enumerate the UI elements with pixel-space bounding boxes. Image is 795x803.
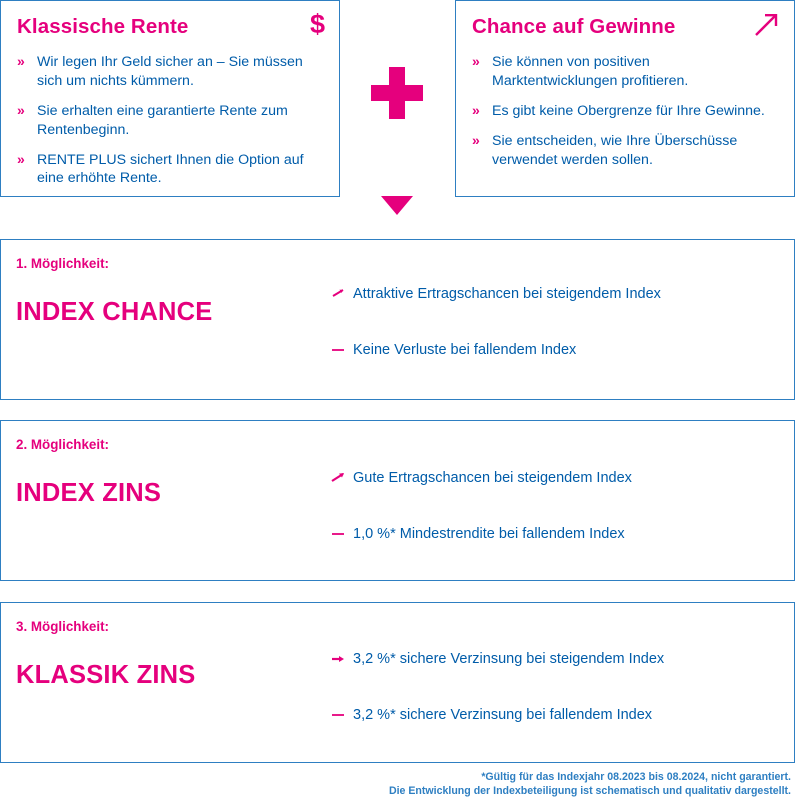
classic-pension-bullet-list bbox=[1, 39, 339, 188]
option-point-text: 3,2 %* sichere Verzinsung bei steigendem Index bbox=[353, 651, 665, 667]
list-item bbox=[17, 102, 323, 140]
arrow-right-icon bbox=[331, 651, 347, 667]
arrow-up-right-small-icon bbox=[331, 286, 347, 302]
option-point bbox=[331, 469, 781, 488]
option-point-text: Attraktive Ertragschancen bei steigendem Index bbox=[353, 286, 661, 302]
bullet-text: Sie entscheiden, wie Ihre Überschüsse verwendet werden sollen. bbox=[492, 132, 738, 168]
profit-chance-title: Chance auf Gewinne bbox=[472, 15, 676, 38]
double-chevron-icon: » bbox=[17, 53, 25, 69]
option-card-klassik-zins bbox=[0, 602, 795, 763]
list-item bbox=[17, 53, 323, 91]
list-item bbox=[472, 132, 778, 170]
option-point bbox=[331, 525, 781, 544]
plus-vertical-bar bbox=[389, 67, 405, 119]
classic-pension-box bbox=[0, 0, 340, 197]
dash-icon bbox=[331, 342, 347, 358]
dash-icon bbox=[331, 526, 347, 542]
option-kicker: 1. Möglichkeit: bbox=[16, 256, 110, 271]
list-item bbox=[472, 102, 778, 121]
double-chevron-icon: » bbox=[472, 53, 480, 69]
option-title: INDEX CHANCE bbox=[16, 298, 213, 326]
plus-sign bbox=[371, 67, 423, 119]
option-kicker: 2. Möglichkeit: bbox=[16, 437, 110, 452]
option-card-index-chance bbox=[0, 239, 795, 400]
down-arrow-icon bbox=[381, 196, 413, 216]
profit-chance-bullet-list bbox=[456, 39, 794, 169]
option-point bbox=[331, 650, 781, 669]
option-card-index-zins bbox=[0, 420, 795, 581]
bullet-text: RENTE PLUS sichert Ihnen die Option auf eine erhöhte Rente. bbox=[37, 151, 304, 187]
option-points bbox=[331, 650, 781, 725]
option-point-text: Gute Ertragschancen bei steigendem Index bbox=[353, 470, 632, 486]
option-points bbox=[331, 285, 781, 360]
profit-chance-box bbox=[455, 0, 795, 197]
bullet-text: Es gibt keine Obergrenze für Ihre Gewinne. bbox=[492, 102, 765, 119]
trend-up-arrow-icon bbox=[752, 11, 780, 39]
arrow-up-right-medium-icon bbox=[331, 470, 347, 486]
list-item bbox=[472, 53, 778, 91]
classic-pension-title: Klassische Rente bbox=[17, 15, 189, 38]
footnote bbox=[389, 771, 791, 799]
option-point bbox=[331, 285, 781, 304]
option-points bbox=[331, 469, 781, 544]
list-item bbox=[17, 151, 323, 189]
footnote-line-1: *Gültig für das Indexjahr 08.2023 bis 08.2024, nicht garantiert. bbox=[481, 771, 791, 784]
double-chevron-icon: » bbox=[472, 101, 480, 118]
footnote-line-2: Die Entwicklung der Indexbeteiligung ist schematisch und qualitativ dargestellt. bbox=[388, 785, 791, 798]
double-chevron-icon: » bbox=[17, 150, 25, 167]
double-chevron-icon: » bbox=[472, 131, 480, 148]
option-title: KLASSIK ZINS bbox=[16, 661, 196, 689]
option-point-text: 1,0 %* Mindestrendite bei fallendem Index bbox=[353, 525, 625, 542]
dollar-icon: $ bbox=[309, 9, 325, 39]
top-comparison-row bbox=[0, 0, 795, 206]
bullet-text: Sie können von positiven Marktentwicklungen profitieren. bbox=[492, 54, 689, 89]
bullet-text: Wir legen Ihr Geld sicher an – Sie müssen sich um nichts kümmern. bbox=[37, 54, 303, 89]
dash-icon bbox=[331, 707, 347, 723]
double-chevron-icon: » bbox=[17, 101, 25, 118]
option-point-text: Keine Verluste bei fallendem Index bbox=[353, 341, 577, 358]
option-title: INDEX ZINS bbox=[16, 479, 162, 507]
option-kicker: 3. Möglichkeit: bbox=[16, 619, 110, 634]
option-point bbox=[331, 706, 781, 725]
option-point-text: 3,2 %* sichere Verzinsung bei fallendem Index bbox=[353, 706, 653, 723]
option-point bbox=[331, 341, 781, 360]
bullet-text: Sie erhalten eine garantierte Rente zum Rentenbeginn. bbox=[37, 102, 288, 138]
